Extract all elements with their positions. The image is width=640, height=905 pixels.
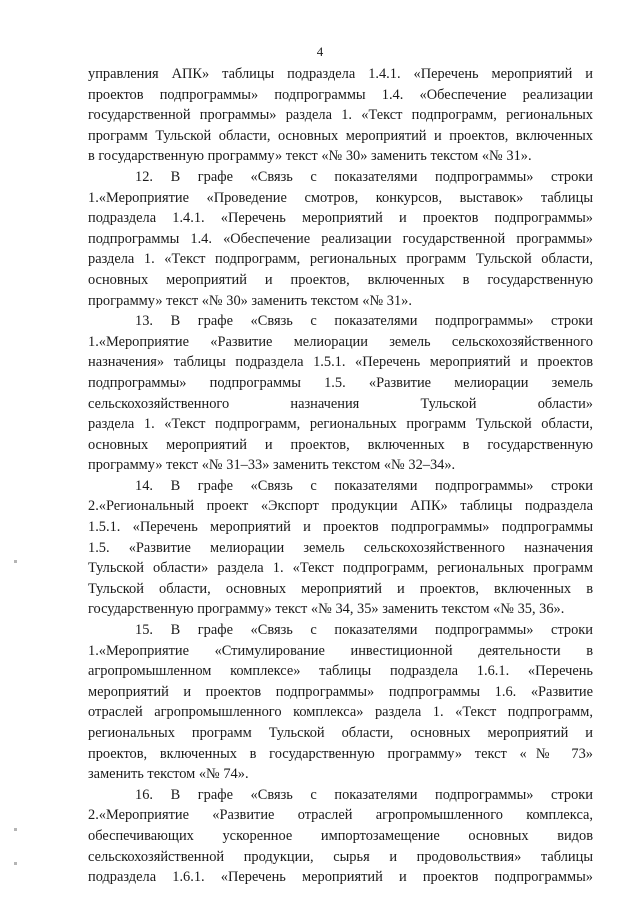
text-line: программу» текст «№ 31–33» заменить текстом «№ 32–34». (88, 457, 456, 474)
text-line: подпрограммы 1.4. «Обеспечение реализации государственной программы» (88, 230, 593, 247)
scan-artifact (14, 828, 17, 831)
text-line: 1.5. «Развитие мелиорации земель сельскохозяйственного назначения (88, 539, 593, 556)
text-line: сельскохозяйственной продукции, сырья и продовольствия» таблицы (88, 848, 593, 865)
text-line: проектов подпрограммы» подпрограммы 1.4. «Обеспечение реализации (88, 86, 593, 103)
text-line: 2.«Мероприятие «Развитие отраслей агропромышленного комплекса, (88, 807, 593, 824)
text-line: Тульской области» раздела 1. «Текст подпрограмм, региональных программ (88, 560, 593, 577)
text-line: заменить текстом «№ 74». (88, 766, 249, 783)
text-line: основных мероприятий и проектов, включенных в государственную (88, 436, 593, 453)
text-line: государственной программы» раздела 1. «Текст подпрограмм, региональных (88, 107, 593, 124)
text-line: сельскохозяйственного назначения Тульской области» (88, 395, 593, 412)
text-line: программу» текст «№ 30» заменить текстом «№ 31». (88, 292, 412, 309)
text-line: региональных программ Тульской области, основных мероприятий и (88, 725, 593, 741)
text-line: назначения» таблицы подраздела 1.5.1. «Перечень мероприятий и проектов (88, 354, 593, 371)
paragraph-first-line: 13. В графе «Связь с показателями подпрограммы» строки (135, 313, 593, 330)
text-line: 1.«Мероприятие «Развитие мелиорации земель сельскохозяйственного (88, 333, 593, 350)
text-line: 1.«Мероприятие «Стимулирование инвестиционной деятельности в (88, 642, 593, 659)
paragraph-first-line: 15. В графе «Связь с показателями подпрограммы» строки (135, 622, 593, 639)
text-line: основных мероприятий и проектов, включенных в государственную (88, 271, 593, 288)
paragraph-first-line: 12. В графе «Связь с показателями подпрограммы» строки (135, 168, 593, 185)
text-line: обеспечивающих ускоренное импортозамещение основных видов (88, 827, 593, 844)
paragraph-first-line: 14. В графе «Связь с показателями подпрограммы» строки (135, 477, 593, 494)
page-number: 4 (316, 44, 324, 59)
text-line: 1.5.1. «Перечень мероприятий и проектов подпрограммы» подпрограммы (88, 519, 593, 536)
text-line: агропромышленном комплексе» таблицы подраздела 1.6.1. «Перечень (88, 663, 593, 680)
text-line: в государственную программу» текст «№ 30» заменить текстом «№ 31». (88, 148, 532, 165)
text-line: управления АПК» таблицы подраздела 1.4.1. «Перечень мероприятий и (88, 66, 593, 82)
text-line: раздела 1. «Текст подпрограмм, региональных программ Тульской области, (88, 251, 593, 268)
text-line: 1.«Мероприятие «Проведение смотров, конкурсов, выставок» таблицы (88, 189, 593, 206)
text-line: раздела 1. «Текст подпрограмм, региональных программ Тульской области, (88, 416, 593, 433)
text-line: 2.«Региональный проект «Экспорт продукции АПК» таблицы подраздела (88, 498, 593, 515)
paragraph-first-line: 16. В графе «Связь с показателями подпрограммы» строки (135, 786, 593, 803)
text-line: государственную программу» текст «№ 34, 35» заменить текстом «№ 35, 36». (88, 601, 565, 618)
text-line: Тульской области, основных мероприятий и проектов, включенных в (88, 580, 593, 597)
text-line: проектов, включенных в государственную программу» текст «№ 73» (88, 745, 593, 762)
text-line: подпрограммы» подпрограммы 1.5. «Развитие мелиорации земель (88, 374, 593, 391)
document-body (88, 64, 593, 888)
text-line: мероприятий и проектов подпрограммы» подпрограммы 1.6. «Развитие (88, 683, 593, 700)
scan-artifact (14, 862, 17, 865)
text-line: подраздела 1.6.1. «Перечень мероприятий и проектов подпрограммы» (88, 869, 593, 886)
text-line: отраслей агропромышленного комплекса» раздела 1. «Текст подпрограмм, (88, 704, 593, 721)
text-line: программ Тульской области, основных мероприятий и проектов, включенных (88, 127, 593, 144)
text-line: подраздела 1.4.1. «Перечень мероприятий и проектов подпрограммы» (88, 210, 593, 227)
scan-artifact (14, 560, 17, 563)
